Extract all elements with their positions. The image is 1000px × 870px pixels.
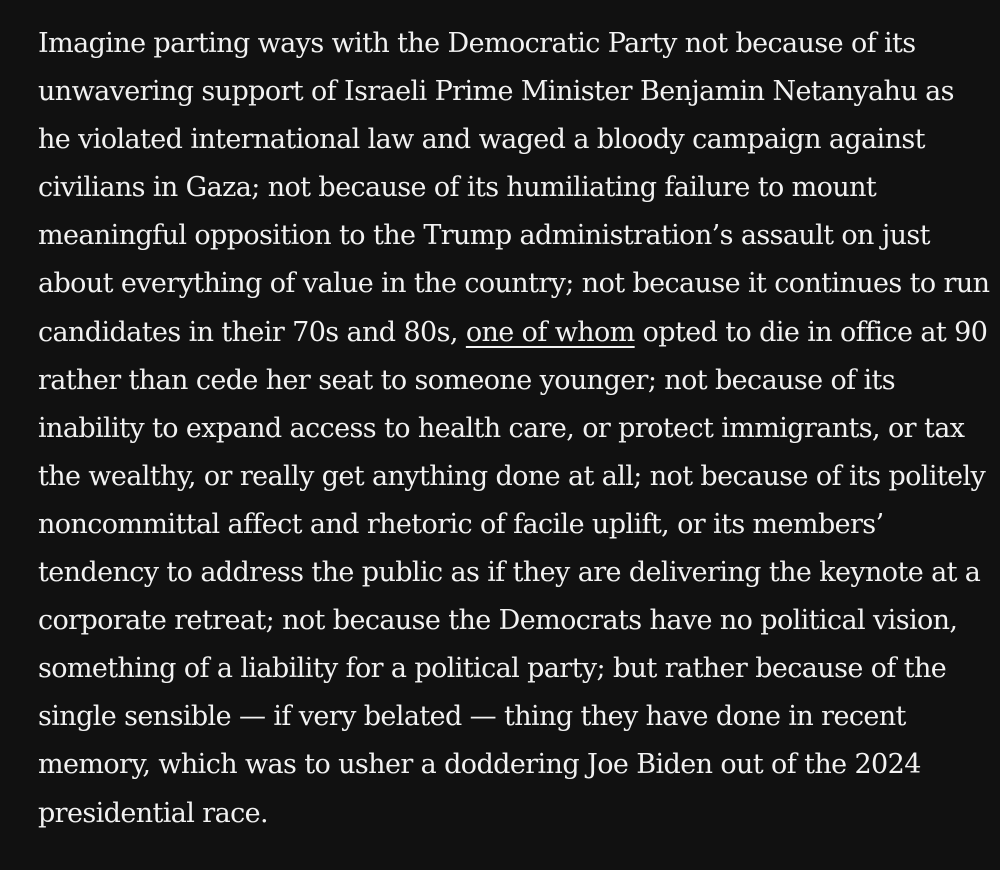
one-of-whom-link[interactable]: one of whom xyxy=(465,316,635,348)
paragraph-line: memory, which was to usher a doddering Joe Biden out of the 2024 xyxy=(38,749,921,781)
paragraph-line-with-link xyxy=(38,309,988,357)
article-paragraph xyxy=(38,20,988,838)
line-text-before-link: candidates in their 70s and 80s, xyxy=(38,316,466,348)
paragraph-line: single sensible — if very belated — thing they have done in recent xyxy=(38,701,906,733)
paragraph-line: noncommittal affect and rhetoric of facile uplift, or its members’ xyxy=(38,508,884,540)
paragraph-line: unwavering support of Israeli Prime Minister Benjamin Netanyahu as xyxy=(38,76,954,108)
paragraph-line: inability to expand access to health care, or protect immigrants, or tax xyxy=(38,412,965,444)
paragraph-line: meaningful opposition to the Trump administration’s assault on just xyxy=(38,220,930,252)
paragraph-line: civilians in Gaza; not because of its humiliating failure to mount xyxy=(38,172,877,204)
paragraph-line: Imagine parting ways with the Democratic Party not because of its xyxy=(38,28,916,59)
paragraph-line: corporate retreat; not because the Democrats have no political vision, xyxy=(38,605,958,637)
paragraph-line: the wealthy, or really get anything done at all; not because of its politely xyxy=(38,460,986,492)
paragraph-line: about everything of value in the country; not because it continues to run xyxy=(38,268,990,300)
paragraph-line: rather than cede her seat to someone younger; not because of its xyxy=(38,364,896,396)
paragraph-line: something of a liability for a political party; but rather because of the xyxy=(38,653,947,685)
paragraph-line: tendency to address the public as if they are delivering the keynote at a xyxy=(38,557,981,589)
paragraph-line: presidential race. xyxy=(38,797,268,829)
paragraph-line: he violated international law and waged a bloody campaign against xyxy=(38,124,925,156)
line-text-after-link: opted to die in office at 90 xyxy=(634,316,988,348)
